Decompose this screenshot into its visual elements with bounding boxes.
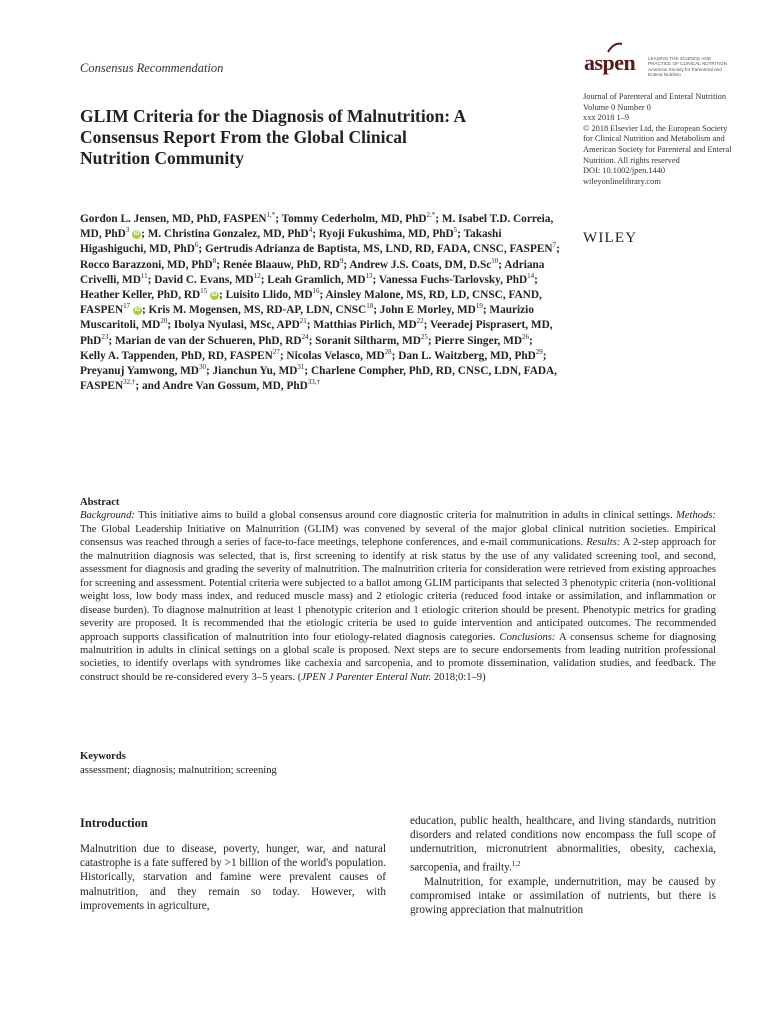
author-name: Ibolya Nyulasi, MSc, APD — [173, 319, 300, 332]
logo-tagline — [648, 56, 728, 78]
author-affiliation[interactable]: 29 — [535, 348, 543, 357]
journal-info — [583, 92, 733, 187]
author-affiliation[interactable]: 18 — [366, 302, 374, 311]
author-affiliation[interactable]: 1,* — [266, 211, 276, 220]
author-affiliation[interactable]: 4 — [308, 226, 313, 235]
journal-doi[interactable]: DOI: 10.1002/jpen.1440 — [583, 166, 666, 176]
author-name: Rocco Barazzoni, MD, PhD — [80, 258, 213, 271]
author-affiliation[interactable]: 12 — [253, 272, 261, 281]
abstract-citation-journal: JPEN J Parenter Enteral Nutr. — [301, 671, 432, 683]
author-name: Gertrudis Adrianza de Baptista, MS, LND, RD, FADA, CNSC, FASPEN — [204, 243, 553, 256]
author-affiliation[interactable]: 30 — [198, 363, 206, 372]
author-name: M. Christina Gonzalez, MD, PhD — [147, 228, 309, 241]
logo-tagline-main: LEADING THE SCIENCE AND PRACTICE OF CLINICAL NUTRITION — [648, 56, 727, 67]
author-affiliation[interactable]: 26 — [522, 332, 530, 341]
author-name: John E Morley, MD — [379, 304, 476, 317]
author-name: Adriana Crivelli, MD — [80, 258, 545, 286]
author-name: Andrew J.S. Coats, DM, D.Sc — [349, 258, 492, 271]
author-affiliation[interactable]: 2,* — [426, 211, 436, 220]
author-affiliation[interactable]: 31 — [297, 363, 305, 372]
author-name: Jianchun Yu, MD — [212, 365, 298, 378]
intro-paragraph-2: Malnutrition, for example, undernutrition, may be caused by compromised intake or assimilation of nutrients, but there is growing appreciation that malnutrition — [410, 875, 716, 916]
author-name: and Andre Van Gossum, MD, PhD — [141, 380, 308, 393]
author-name: Dan L. Waitzberg, MD, PhD — [398, 349, 536, 362]
author-name: Kris M. Mogensen, MS, RD-AP, LDN, CNSC — [148, 304, 367, 317]
publisher-logo: WILEY — [583, 230, 638, 246]
abstract-conclusions: A consensus scheme for diagnosing malnutrition in adults in clinical settings on a global scale is proposed. Next steps are to secure endorsements from leading nutrition professional societies, to identify overlaps with syndromes like cachexia and sarcopenia, and to promote dissemination, validation studies, and feedback. The construct should be re-considered every 3–5 years. — [80, 631, 716, 683]
intro-column-right — [410, 814, 716, 917]
intro-paragraph-1-cont-text: education, public health, healthcare, and living standards, nutrition disorders and related conditions now encompass the full scope of undernutrition, micronutrient abnormalities, obesity, cachexia, sarcopenia, and frailty. — [410, 815, 716, 874]
author-affiliation[interactable]: 5 — [453, 226, 458, 235]
journal-name: Journal of Parenteral and Enteral Nutrition — [583, 92, 727, 101]
author-affiliation[interactable]: 10 — [491, 256, 499, 265]
author-name: Marian de van der Schueren, PhD, RD — [114, 334, 302, 347]
journal-volume: Volume 0 Number 0 — [583, 102, 651, 112]
author-name: Veeradej Pisprasert, MD, PhD — [80, 319, 553, 347]
abstract-citation-rest: 2018;0:1–9) — [433, 671, 486, 683]
author-affiliation[interactable]: 27 — [272, 348, 280, 357]
logo-tagline-sub: American Society for Parenteral and Enteral Nutrition — [648, 66, 722, 78]
author-affiliation[interactable]: 14 — [527, 272, 535, 281]
author-affiliation[interactable]: 7 — [552, 241, 557, 250]
intro-paragraph-1-continued — [410, 814, 716, 875]
author-name: Matthias Pirlich, MD — [313, 319, 417, 332]
author-name: Charlene Compher, PhD, RD, CNSC, LDN, FADA, FASPEN — [80, 365, 558, 393]
author-affiliation[interactable]: 17 — [123, 302, 131, 311]
keywords-heading: Keywords — [80, 751, 126, 762]
abstract-background-label: Background: — [80, 510, 135, 522]
author-list: Gordon L. Jensen, MD, PhD, $FASPEN^{1,*}$; Tommy Cederholm, MD, PhD$^{2,*}$; M. Isabel T.D. Correia, MD, PhD$^3$ iD ; M. Christina Gonzalez, MD, PhD$^4$; Ryoji Fukushima, MD, PhD$^5$; Takashi Higashiguchi, MD, PhD$^6$; Gertrudis Adrianza de Baptista, MS, LND, RD, FADA, CNSC, FASPEN$^7$; Rocco Barazzoni, MD, PhD$^8$; Renée Blaauw, PhD, $RD^9$; Andrew J.S. Coats, DM, D.Sc$^{10}$; Adriana Crivelli, MD$^{11}$; David C. Evans, MD$^{12}$; Leah Gramlich, MD$^{13}$; Vanessa Fuchs-Tarlovsky, PhD$^{14}$; Heather Keller, PhD, RD$^{15}$ iD ; Luisito Llido, MD$^{16}$; Ainsley Malone, MS, RD, LD, CNSC, FAND, FASPEN$^{17}$ iD ; Kris M. Mogensen, MS, RD-AP, LDN, CNSC$^{18}$; John E Morley, MD$^{19}$; Maurizio Muscaritoli, MD$^{20}$; Ibolya Nyulasi, MSc, APD$^{21}$; Matthias Pirlich, MD$^{22}$; Veeradej Pisprasert, MD, PhD$^{23}$; Marian de van der Schueren, PhD, RD$^{24}$; Soranit Siltharm, MD$^{25}$; Pierre Singer, MD$^{26}$; Kelly A. Tappenden, PhD, RD, FASPEN$^{27}$; Nicolas Velasco, MD$^{28}$; Dan L. Waitzberg, MD, PhD$^{29}$; Preyanuj Yamwong, MD$^{30}$; Jianchun Yu, MD$^{31}$; Charlene Compher, PhD, RD, CNSC, LDN, FADA, $FASPEN^{32,\dagger}$; and Andre Van Gossum, MD, PhD$^{33,\dagger}$ — [80, 211, 560, 393]
abstract — [80, 496, 716, 684]
journal-date-pages: xxx 2018 1–9 — [583, 113, 630, 123]
author-affiliation[interactable]: 19 — [475, 302, 483, 311]
author-name: Ryoji Fukushima, MD, PhD — [318, 228, 454, 241]
abstract-methods: The Global Leadership Initiative on Malnutrition (GLIM) was convened by several of the major global clinical nutrition societies. Empirical consensus was reached through a series of face-to-face meetings, telephone conferences, and e-mail communications. — [80, 523, 716, 549]
keywords — [80, 750, 480, 778]
author-affiliation[interactable]: 33,† — [307, 378, 321, 387]
author-affiliation[interactable]: 11 — [140, 272, 148, 281]
author-name: Renée Blaauw, PhD, RD — [222, 258, 340, 271]
author-affiliation[interactable]: 23 — [101, 332, 109, 341]
author-name: Maurizio Muscaritoli, MD — [80, 304, 534, 332]
author-name: Vanessa Fuchs-Tarlovsky, PhD — [378, 273, 528, 286]
introduction-heading: Introduction — [80, 816, 148, 830]
author-affiliation[interactable]: 21 — [299, 317, 307, 326]
intro-paragraph-1: Malnutrition due to disease, poverty, hunger, war, and natural catastrophe is a fate suffered by >1 billion of the world's population. Historically, starvation and famine were prevalent causes of malnutrition, and they remain so today. However, with improvements in agriculture, — [80, 843, 386, 912]
orcid-icon[interactable]: iD — [134, 307, 141, 314]
intro-column-left — [80, 842, 386, 913]
abstract-methods-label: Methods: — [676, 510, 717, 522]
author-affiliation[interactable]: 32,† — [123, 378, 136, 387]
aspen-logo — [584, 50, 727, 78]
author-affiliation[interactable]: 22 — [416, 317, 424, 326]
keywords-list: assessment; diagnosis; malnutrition; screening — [80, 765, 277, 776]
orcid-icon[interactable]: iD — [133, 231, 140, 238]
author-name: Tommy Cederholm, MD, PhD — [281, 213, 427, 225]
author-name: Nicolas Velasco, MD — [286, 349, 385, 362]
journal-copyright: © 2018 Elsevier Ltd, the European Society for Clinical Nutrition and Metabolism and American Society for Parenteral and Enteral Nutrition. All rights reserved — [583, 123, 732, 165]
author-name: Luisito Llido, MD — [225, 289, 313, 302]
journal-website[interactable]: wileyonlinelibrary.com — [583, 176, 661, 186]
abstract-heading: Abstract — [80, 497, 120, 508]
author-affiliation[interactable]: 3 — [125, 226, 130, 235]
author-name: Takashi Higashiguchi, MD, PhD — [80, 228, 502, 256]
section-label: Consensus Recommendation — [80, 61, 224, 75]
author-name: Soranit Siltharm, MD — [315, 334, 421, 347]
author-affiliation[interactable]: 20 — [160, 317, 168, 326]
author-affiliation[interactable]: 6 — [194, 241, 199, 250]
author-affiliation[interactable]: 13 — [365, 272, 373, 281]
author-name: Heather Keller, PhD, RD — [80, 289, 201, 302]
author-affiliation[interactable]: 9 — [339, 256, 344, 265]
logo-wordmark: aspen — [584, 50, 636, 75]
author-name: M. Isabel T.D. Correia, MD, PhD — [80, 213, 554, 241]
author-name: Ainsley Malone, MS, RD, LD, CNSC, FAND, FASPEN — [80, 289, 542, 317]
author-affiliation[interactable]: 16 — [312, 287, 320, 296]
author-affiliation[interactable]: 28 — [384, 348, 392, 357]
abstract-conclusions-label: Conclusions: — [499, 631, 556, 643]
abstract-background: This initiative aims to build a global consensus around core diagnostic criteria for malnutrition in adults in clinical settings. — [138, 510, 673, 522]
author-name: Gordon L. Jensen, MD, PhD, FASPEN — [80, 213, 267, 225]
abstract-results: A 2-step approach for the malnutrition diagnosis was selected, that is, first screening to identify at risk status by the use of any validated screening tool, and second, assessment for diagnosis and grading the severity of malnutrition. The malnutrition criteria for consideration were retrieved from existing approaches for screening and assessment. Potential criteria were subjected to a ballot among GLIM participants that selected 3 phenotypic criteria (non-volitional weight loss, low body mass index, and reduced muscle mass) and 2 etiologic criteria (reduced food intake or assimilation, and inflammation or disease burden). To diagnose malnutrition at least 1 phenotypic criterion and 1 etiologic criterion should be present. Phenotypic metrics for grading severity are proposed. It is recommended that the etiologic criteria be used to guide intervention and anticipated outcomes. The recommended approach supports classification of malnutrition into four etiology-related diagnosis categories. — [80, 537, 716, 643]
author-name: David C. Evans, MD — [154, 273, 254, 286]
abstract-results-label: Results: — [586, 537, 621, 549]
orcid-icon[interactable]: iD — [211, 291, 218, 298]
author-name: Pierre Singer, MD — [434, 334, 523, 347]
article-title: GLIM Criteria for the Diagnosis of Malnutrition: A Consensus Report From the Global Clinical Nutrition Community — [80, 106, 466, 168]
author-name: Kelly A. Tappenden, PhD, RD, FASPEN — [80, 349, 273, 362]
author-affiliation[interactable]: 24 — [301, 332, 309, 341]
author-name: Preyanuj Yamwong, MD — [80, 365, 199, 378]
intro-reference[interactable]: 1,2 — [511, 859, 521, 868]
author-affiliation[interactable]: 8 — [212, 256, 217, 265]
author-affiliation[interactable]: 25 — [420, 332, 428, 341]
author-name: Leah Gramlich, MD — [267, 273, 366, 286]
abstract-citation-open: ( — [297, 671, 302, 683]
author-affiliation[interactable]: 15 — [200, 287, 208, 296]
